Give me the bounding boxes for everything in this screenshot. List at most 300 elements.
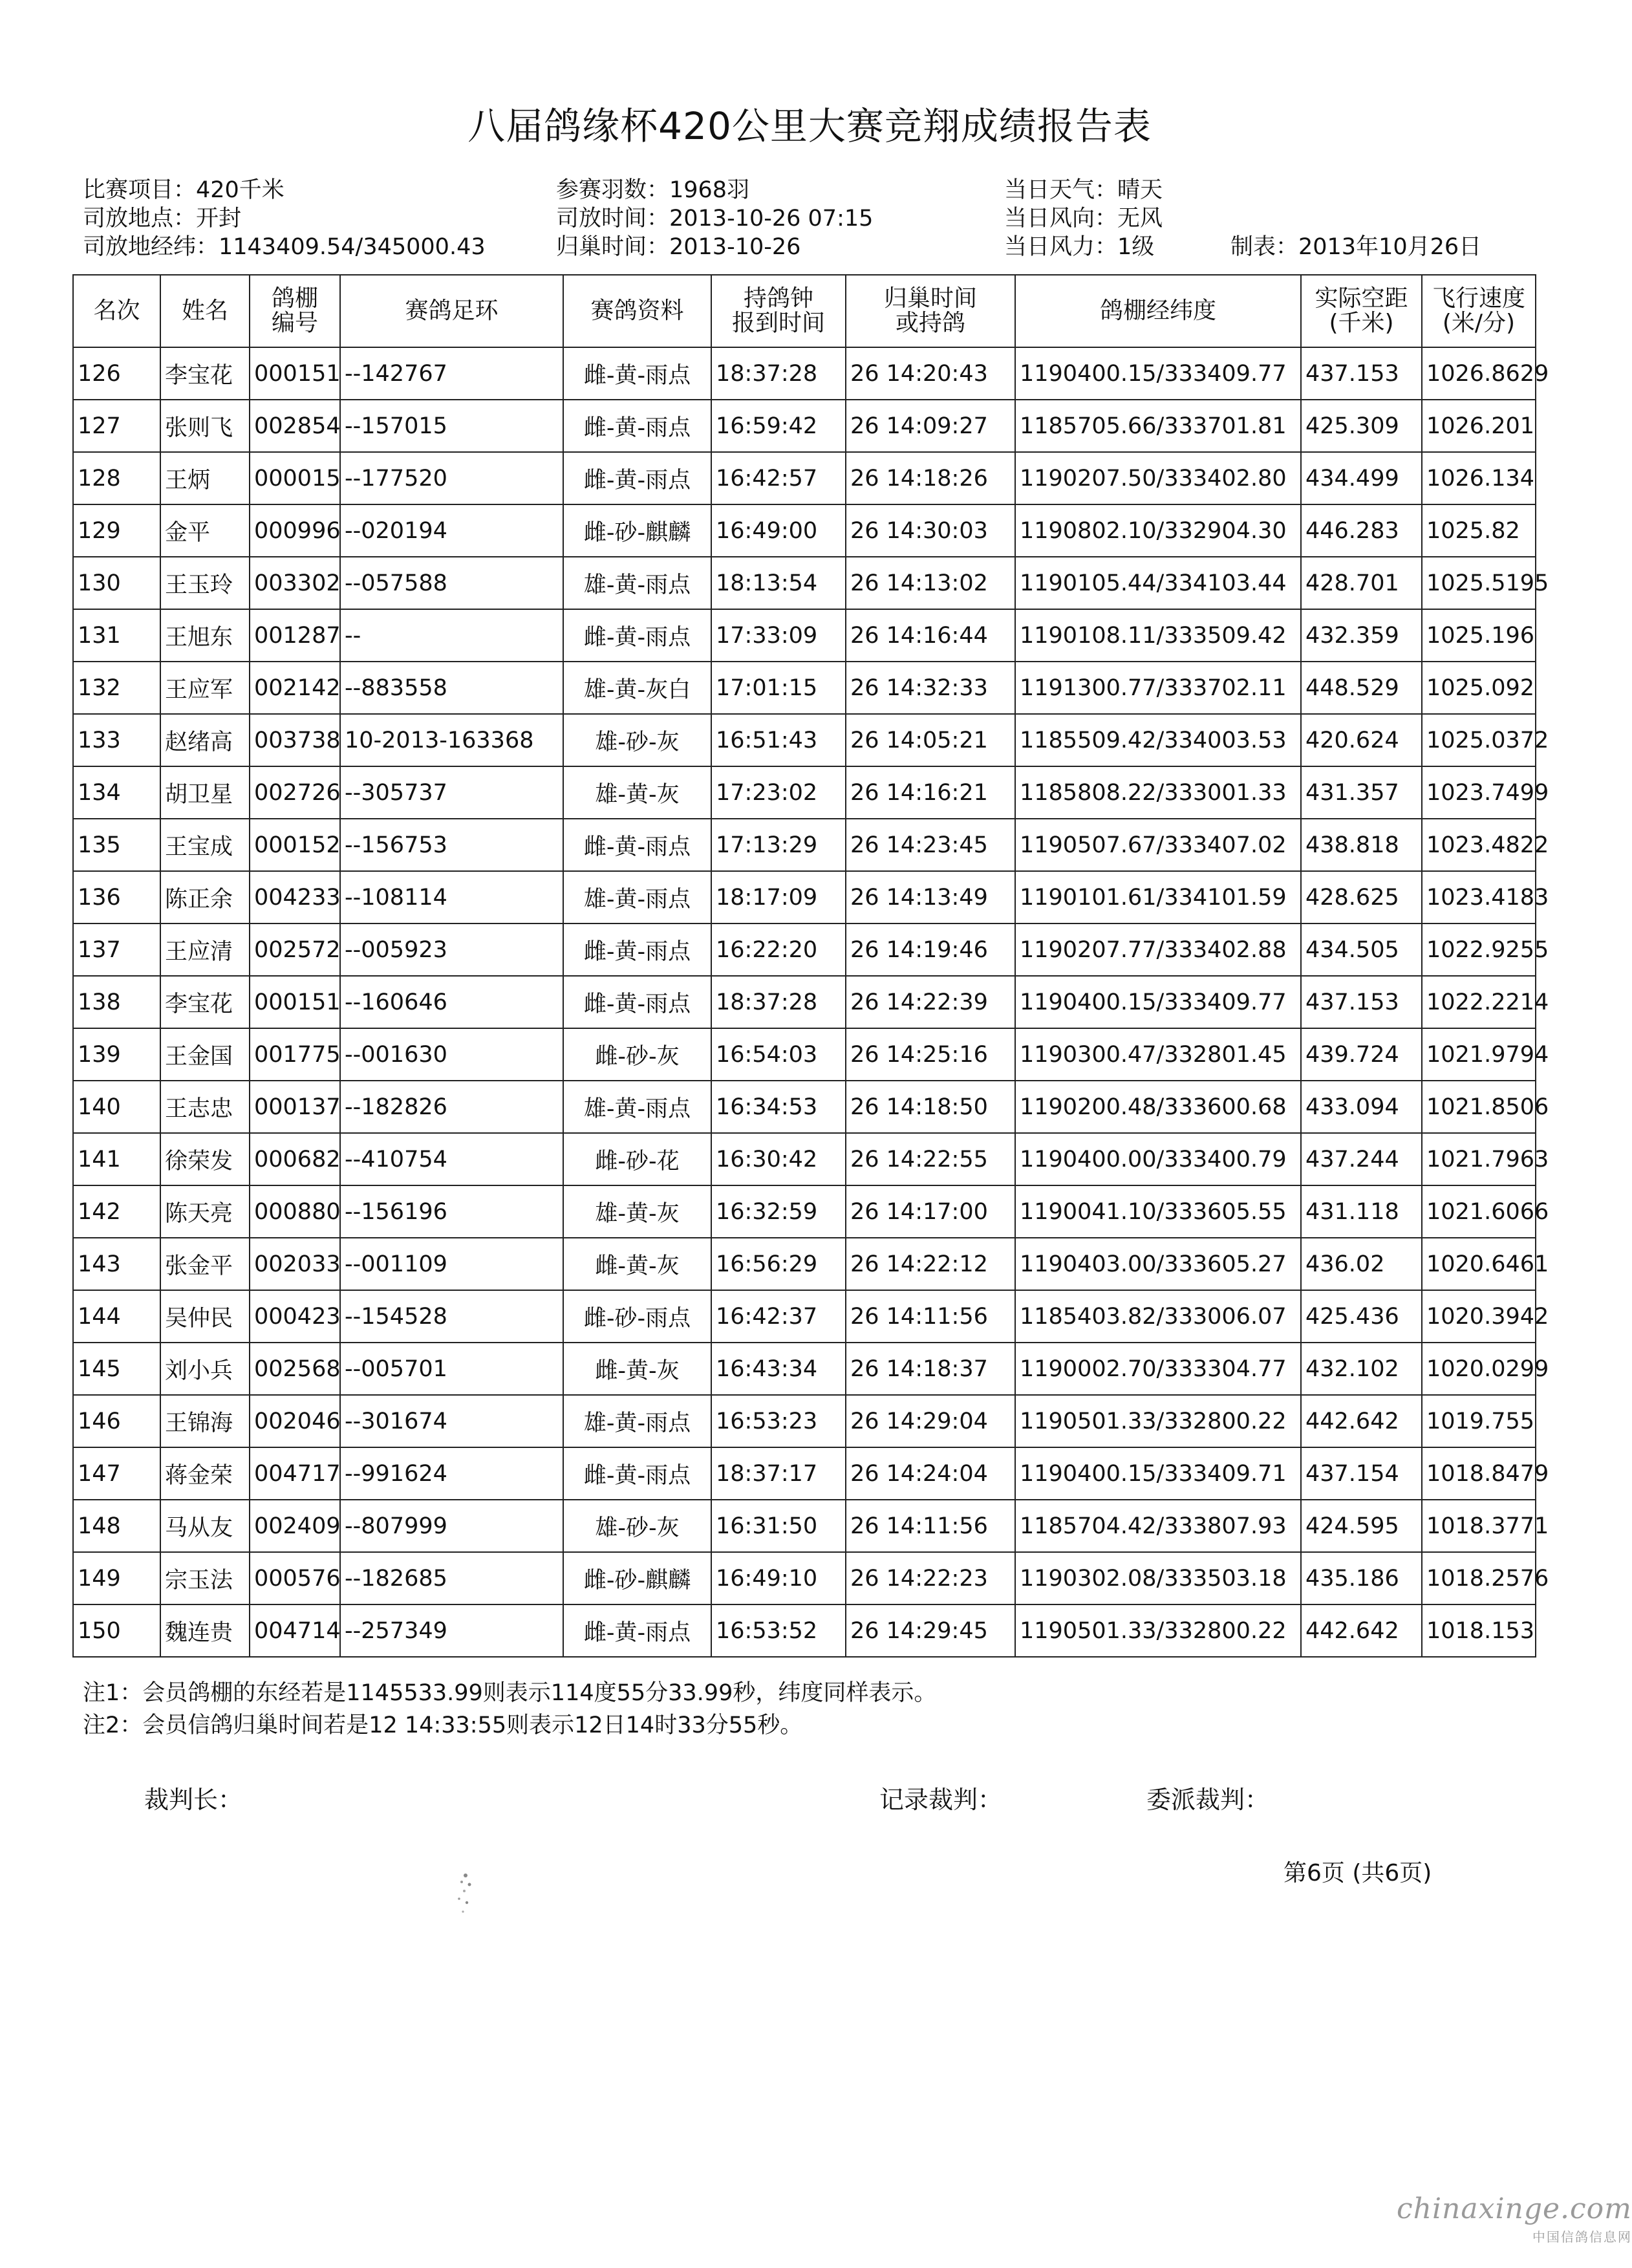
cell-rank: 132	[73, 662, 160, 714]
cell-bird-info: 雌-砂-麒麟	[563, 1552, 711, 1604]
cell-rank: 146	[73, 1395, 160, 1447]
release-time: 司放时间：2013-10-26 07:15	[556, 206, 874, 232]
cell-bird-info: 雌-黄-雨点	[563, 923, 711, 976]
cell-bird-info: 雌-黄-灰	[563, 1238, 711, 1290]
table-row	[73, 1604, 1536, 1657]
made-date: 制表：2013年10月26日	[1230, 234, 1482, 260]
cell-bird-info: 雌-黄-雨点	[563, 1447, 711, 1500]
cell-speed: 1019.755	[1422, 1395, 1536, 1447]
cell-bird-info: 雄-黄-灰	[563, 1185, 711, 1238]
cell-speed: 1018.2576	[1422, 1552, 1536, 1604]
cell-ring: --005923	[340, 923, 563, 976]
cell-clock-time: 17:13:29	[711, 819, 846, 871]
cell-distance: 425.309	[1301, 400, 1422, 452]
cell-distance: 428.625	[1301, 871, 1422, 923]
return-time: 归巢时间：2013-10-26	[556, 234, 801, 260]
cell-clock-time: 16:53:23	[711, 1395, 846, 1447]
cell-rank: 144	[73, 1290, 160, 1343]
cell-speed: 1025.5195	[1422, 557, 1536, 609]
cell-clock-time: 16:30:42	[711, 1133, 846, 1185]
cell-name: 蒋金荣	[160, 1447, 250, 1500]
cell-rank: 134	[73, 766, 160, 819]
cell-distance: 435.186	[1301, 1552, 1422, 1604]
cell-loft-coordinates: 1190041.10/333605.55	[1015, 1185, 1301, 1238]
cell-speed: 1025.0372	[1422, 714, 1536, 766]
cell-loft-id: 002046	[250, 1395, 340, 1447]
cell-ring: --160646	[340, 976, 563, 1028]
cell-loft-coordinates: 1190207.50/333402.80	[1015, 452, 1301, 504]
cell-clock-time: 16:53:52	[711, 1604, 846, 1657]
cell-speed: 1018.153	[1422, 1604, 1536, 1657]
cell-name: 王旭东	[160, 609, 250, 662]
report-title: 八届鸽缘杯420公里大赛竞翔成绩报告表	[467, 104, 1152, 148]
cell-rank: 142	[73, 1185, 160, 1238]
cell-rank: 126	[73, 347, 160, 400]
cell-arrival-time: 26 14:11:56	[846, 1500, 1015, 1552]
cell-ring: --182685	[340, 1552, 563, 1604]
cell-bird-info: 雌-砂-麒麟	[563, 504, 711, 557]
wind-force: 当日风力：1级	[1004, 234, 1155, 260]
cell-ring: --020194	[340, 504, 563, 557]
cell-clock-time: 16:31:50	[711, 1500, 846, 1552]
cell-loft-id: 002568	[250, 1343, 340, 1395]
cell-speed: 1020.0299	[1422, 1343, 1536, 1395]
cell-loft-id: 002142	[250, 662, 340, 714]
cell-loft-coordinates: 1191300.77/333702.11	[1015, 662, 1301, 714]
header-distance: 实际空距 (千米)	[1301, 275, 1422, 347]
cell-distance: 437.154	[1301, 1447, 1422, 1500]
table-row	[73, 819, 1536, 871]
cell-loft-id: 000880	[250, 1185, 340, 1238]
cell-loft-id: 002572	[250, 923, 340, 976]
cell-loft-coordinates: 1190101.61/334101.59	[1015, 871, 1301, 923]
cell-bird-info: 雌-砂-雨点	[563, 1290, 711, 1343]
table-row	[73, 1290, 1536, 1343]
cell-ring: --156753	[340, 819, 563, 871]
cell-loft-id: 003302	[250, 557, 340, 609]
cell-name: 陈天亮	[160, 1185, 250, 1238]
cell-ring: --057588	[340, 557, 563, 609]
table-row	[73, 662, 1536, 714]
cell-rank: 139	[73, 1028, 160, 1081]
cell-distance: 433.094	[1301, 1081, 1422, 1133]
cell-speed: 1020.3942	[1422, 1290, 1536, 1343]
cell-distance: 428.701	[1301, 557, 1422, 609]
cell-ring: --883558	[340, 662, 563, 714]
cell-distance: 434.505	[1301, 923, 1422, 976]
cell-distance: 432.359	[1301, 609, 1422, 662]
cell-loft-id: 000682	[250, 1133, 340, 1185]
cell-name: 王宝成	[160, 819, 250, 871]
table-row	[73, 1343, 1536, 1395]
cell-loft-coordinates: 1185509.42/334003.53	[1015, 714, 1301, 766]
cell-clock-time: 17:23:02	[711, 766, 846, 819]
release-coordinates: 司放地经纬：1143409.54/345000.43	[83, 234, 486, 260]
cell-loft-id: 002409	[250, 1500, 340, 1552]
cell-loft-id: 000576	[250, 1552, 340, 1604]
cell-ring: --154528	[340, 1290, 563, 1343]
cell-loft-id: 004233	[250, 871, 340, 923]
cell-distance: 448.529	[1301, 662, 1422, 714]
cell-clock-time: 16:43:34	[711, 1343, 846, 1395]
table-row	[73, 1081, 1536, 1133]
cell-loft-id: 000015	[250, 452, 340, 504]
cell-bird-info: 雌-黄-雨点	[563, 976, 711, 1028]
cell-loft-coordinates: 1190400.15/333409.77	[1015, 976, 1301, 1028]
signature-line	[0, 1780, 1619, 1812]
scan-speck-mark	[446, 1863, 485, 1921]
cell-ring: --001109	[340, 1238, 563, 1290]
entry-count: 参赛羽数：1968羽	[556, 177, 750, 203]
cell-bird-info: 雄-黄-雨点	[563, 557, 711, 609]
cell-speed: 1025.82	[1422, 504, 1536, 557]
wind-direction: 当日风向：无风	[1004, 206, 1163, 232]
cell-rank: 150	[73, 1604, 160, 1657]
cell-speed: 1023.4822	[1422, 819, 1536, 871]
cell-loft-id: 000423	[250, 1290, 340, 1343]
table-row	[73, 1395, 1536, 1447]
cell-loft-coordinates: 1190105.44/334103.44	[1015, 557, 1301, 609]
cell-bird-info: 雌-黄-雨点	[563, 609, 711, 662]
watermark-caption: 中国信鸽信息网	[1532, 2229, 1632, 2245]
cell-arrival-time: 26 14:16:21	[846, 766, 1015, 819]
table-row	[73, 557, 1536, 609]
cell-loft-coordinates: 1190002.70/333304.77	[1015, 1343, 1301, 1395]
table-row	[73, 976, 1536, 1028]
cell-arrival-time: 26 14:20:43	[846, 347, 1015, 400]
cell-loft-coordinates: 1190200.48/333600.68	[1015, 1081, 1301, 1133]
cell-bird-info: 雄-黄-灰白	[563, 662, 711, 714]
cell-ring: 10-2013-163368	[340, 714, 563, 766]
cell-distance: 438.818	[1301, 819, 1422, 871]
cell-arrival-time: 26 14:23:45	[846, 819, 1015, 871]
cell-bird-info: 雄-黄-灰	[563, 766, 711, 819]
cell-speed: 1026.8629	[1422, 347, 1536, 400]
cell-ring: --157015	[340, 400, 563, 452]
cell-loft-id: 000152	[250, 819, 340, 871]
page-number: 第6页 (共6页)	[1283, 1860, 1432, 1886]
cell-distance: 446.283	[1301, 504, 1422, 557]
cell-arrival-time: 26 14:13:02	[846, 557, 1015, 609]
cell-speed: 1022.2214	[1422, 976, 1536, 1028]
cell-name: 刘小兵	[160, 1343, 250, 1395]
cell-speed: 1020.6461	[1422, 1238, 1536, 1290]
cell-name: 吴仲民	[160, 1290, 250, 1343]
cell-loft-coordinates: 1190207.77/333402.88	[1015, 923, 1301, 976]
cell-arrival-time: 26 14:18:37	[846, 1343, 1015, 1395]
cell-bird-info: 雄-黄-雨点	[563, 871, 711, 923]
cell-speed: 1023.4183	[1422, 871, 1536, 923]
table-row	[73, 766, 1536, 819]
cell-distance: 424.595	[1301, 1500, 1422, 1552]
table-row	[73, 1552, 1536, 1604]
cell-speed: 1021.6066	[1422, 1185, 1536, 1238]
cell-clock-time: 18:13:54	[711, 557, 846, 609]
header-clock-time: 持鸽钟 报到时间	[711, 275, 846, 347]
cell-distance: 432.102	[1301, 1343, 1422, 1395]
cell-rank: 137	[73, 923, 160, 976]
cell-ring: --156196	[340, 1185, 563, 1238]
race-info	[83, 176, 1538, 261]
table-row	[73, 1185, 1536, 1238]
note-2: 注2：会员信鸽归巢时间若是12 14:33:55则表示12日14时33分55秒。	[83, 1712, 803, 1738]
cell-loft-coordinates: 1185704.42/333807.93	[1015, 1500, 1301, 1552]
cell-name: 张金平	[160, 1238, 250, 1290]
cell-ring: --305737	[340, 766, 563, 819]
cell-bird-info: 雌-黄-雨点	[563, 400, 711, 452]
cell-speed: 1025.196	[1422, 609, 1536, 662]
cell-clock-time: 16:42:37	[711, 1290, 846, 1343]
cell-loft-id: 004714	[250, 1604, 340, 1657]
cell-clock-time: 16:32:59	[711, 1185, 846, 1238]
table-row	[73, 400, 1536, 452]
cell-arrival-time: 26 14:16:44	[846, 609, 1015, 662]
table-row	[73, 609, 1536, 662]
cell-arrival-time: 26 14:24:04	[846, 1447, 1015, 1500]
cell-rank: 140	[73, 1081, 160, 1133]
cell-name: 王应清	[160, 923, 250, 976]
table-row	[73, 504, 1536, 557]
cell-loft-id: 000151	[250, 347, 340, 400]
cell-name: 李宝花	[160, 347, 250, 400]
cell-rank: 143	[73, 1238, 160, 1290]
cell-clock-time: 17:01:15	[711, 662, 846, 714]
cell-arrival-time: 26 14:22:55	[846, 1133, 1015, 1185]
cell-name: 陈正余	[160, 871, 250, 923]
cell-bird-info: 雌-黄-雨点	[563, 347, 711, 400]
cell-clock-time: 16:42:57	[711, 452, 846, 504]
cell-bird-info: 雄-黄-雨点	[563, 1395, 711, 1447]
cell-clock-time: 18:37:17	[711, 1447, 846, 1500]
cell-speed: 1021.7963	[1422, 1133, 1536, 1185]
cell-loft-id: 004717	[250, 1447, 340, 1500]
cell-ring: --177520	[340, 452, 563, 504]
cell-name: 王锦海	[160, 1395, 250, 1447]
cell-clock-time: 18:17:09	[711, 871, 846, 923]
table-row	[73, 923, 1536, 976]
cell-loft-id: 003738	[250, 714, 340, 766]
cell-ring: --807999	[340, 1500, 563, 1552]
cell-arrival-time: 26 14:18:26	[846, 452, 1015, 504]
cell-distance: 442.642	[1301, 1604, 1422, 1657]
table-row	[73, 1028, 1536, 1081]
cell-speed: 1026.134	[1422, 452, 1536, 504]
cell-loft-coordinates: 1190802.10/332904.30	[1015, 504, 1301, 557]
cell-ring: --410754	[340, 1133, 563, 1185]
cell-clock-time: 18:37:28	[711, 347, 846, 400]
cell-distance: 431.118	[1301, 1185, 1422, 1238]
header-ring: 赛鸽足环	[340, 275, 563, 347]
cell-rank: 131	[73, 609, 160, 662]
cell-name: 王志忠	[160, 1081, 250, 1133]
cell-bird-info: 雄-砂-灰	[563, 714, 711, 766]
race-project: 比赛项目：420千米	[83, 177, 285, 203]
cell-rank: 127	[73, 400, 160, 452]
cell-clock-time: 16:56:29	[711, 1238, 846, 1290]
cell-loft-coordinates: 1190507.67/333407.02	[1015, 819, 1301, 871]
cell-speed: 1018.8479	[1422, 1447, 1536, 1500]
cell-distance: 436.02	[1301, 1238, 1422, 1290]
cell-rank: 148	[73, 1500, 160, 1552]
table-row	[73, 452, 1536, 504]
cell-rank: 147	[73, 1447, 160, 1500]
cell-loft-coordinates: 1190302.08/333503.18	[1015, 1552, 1301, 1604]
cell-name: 李宝花	[160, 976, 250, 1028]
cell-arrival-time: 26 14:22:39	[846, 976, 1015, 1028]
header-speed: 飞行速度 (米/分)	[1422, 275, 1536, 347]
cell-speed: 1023.7499	[1422, 766, 1536, 819]
cell-arrival-time: 26 14:22:12	[846, 1238, 1015, 1290]
cell-distance: 437.244	[1301, 1133, 1422, 1185]
cell-rank: 145	[73, 1343, 160, 1395]
cell-speed: 1026.201	[1422, 400, 1536, 452]
watermark-domain: chinaxinge.com	[1397, 2192, 1632, 2225]
cell-loft-coordinates: 1190400.15/333409.77	[1015, 347, 1301, 400]
cell-loft-coordinates: 1190400.00/333400.79	[1015, 1133, 1301, 1185]
cell-loft-id: 000151	[250, 976, 340, 1028]
cell-name: 宗玉法	[160, 1552, 250, 1604]
site-watermark	[1397, 2192, 1632, 2245]
recorder-judge-label: 记录裁判：	[879, 1786, 1003, 1814]
cell-bird-info: 雄-黄-雨点	[563, 1081, 711, 1133]
cell-arrival-time: 26 14:09:27	[846, 400, 1015, 452]
cell-bird-info: 雌-黄-灰	[563, 1343, 711, 1395]
cell-bird-info: 雌-黄-雨点	[563, 452, 711, 504]
results-table	[72, 274, 1549, 1658]
info-row-2	[83, 204, 1538, 233]
cell-loft-id: 000137	[250, 1081, 340, 1133]
cell-ring: --991624	[340, 1447, 563, 1500]
cell-loft-coordinates: 1185403.82/333006.07	[1015, 1290, 1301, 1343]
cell-loft-coordinates: 1190501.33/332800.22	[1015, 1395, 1301, 1447]
cell-name: 胡卫星	[160, 766, 250, 819]
cell-arrival-time: 26 14:25:16	[846, 1028, 1015, 1081]
header-rank: 名次	[73, 275, 160, 347]
cell-clock-time: 18:37:28	[711, 976, 846, 1028]
table-header-row	[73, 275, 1536, 347]
table-row	[73, 347, 1536, 400]
cell-distance: 437.153	[1301, 347, 1422, 400]
cell-bird-info: 雌-黄-雨点	[563, 819, 711, 871]
cell-loft-id: 001287	[250, 609, 340, 662]
cell-ring: --142767	[340, 347, 563, 400]
cell-arrival-time: 26 14:32:33	[846, 662, 1015, 714]
cell-ring: --001630	[340, 1028, 563, 1081]
cell-name: 张则飞	[160, 400, 250, 452]
cell-loft-coordinates: 1185808.22/333001.33	[1015, 766, 1301, 819]
cell-name: 王金国	[160, 1028, 250, 1081]
header-bird-info: 赛鸽资料	[563, 275, 711, 347]
cell-rank: 135	[73, 819, 160, 871]
cell-clock-time: 16:22:20	[711, 923, 846, 976]
cell-arrival-time: 26 14:29:45	[846, 1604, 1015, 1657]
cell-arrival-time: 26 14:18:50	[846, 1081, 1015, 1133]
cell-speed: 1021.8506	[1422, 1081, 1536, 1133]
cell-arrival-time: 26 14:13:49	[846, 871, 1015, 923]
cell-rank: 138	[73, 976, 160, 1028]
notes	[83, 1677, 936, 1742]
cell-name: 王玉玲	[160, 557, 250, 609]
cell-arrival-time: 26 14:30:03	[846, 504, 1015, 557]
cell-ring: --005701	[340, 1343, 563, 1395]
cell-rank: 149	[73, 1552, 160, 1604]
cell-bird-info: 雄-砂-灰	[563, 1500, 711, 1552]
header-arrival-time: 归巢时间 或持鸽	[846, 275, 1015, 347]
table-row	[73, 714, 1536, 766]
cell-clock-time: 16:51:43	[711, 714, 846, 766]
cell-name: 金平	[160, 504, 250, 557]
release-place: 司放地点：开封	[83, 206, 242, 232]
cell-name: 王应军	[160, 662, 250, 714]
cell-bird-info: 雌-黄-雨点	[563, 1604, 711, 1657]
table-row	[73, 1447, 1536, 1500]
cell-ring: --301674	[340, 1395, 563, 1447]
cell-ring: --182826	[340, 1081, 563, 1133]
table-body	[73, 347, 1549, 1657]
cell-distance: 437.153	[1301, 976, 1422, 1028]
cell-distance: 442.642	[1301, 1395, 1422, 1447]
cell-arrival-time: 26 14:17:00	[846, 1185, 1015, 1238]
info-row-1	[83, 176, 1538, 204]
cell-distance: 431.357	[1301, 766, 1422, 819]
cell-distance: 425.436	[1301, 1290, 1422, 1343]
cell-arrival-time: 26 14:05:21	[846, 714, 1015, 766]
cell-rank: 141	[73, 1133, 160, 1185]
cell-rank: 136	[73, 871, 160, 923]
cell-clock-time: 16:59:42	[711, 400, 846, 452]
cell-name: 徐荣发	[160, 1133, 250, 1185]
cell-ring: --108114	[340, 871, 563, 923]
weather: 当日天气：晴天	[1004, 177, 1163, 203]
cell-name: 赵绪高	[160, 714, 250, 766]
cell-arrival-time: 26 14:19:46	[846, 923, 1015, 976]
cell-arrival-time: 26 14:11:56	[846, 1290, 1015, 1343]
cell-rank: 128	[73, 452, 160, 504]
cell-arrival-time: 26 14:22:23	[846, 1552, 1015, 1604]
table-row	[73, 1133, 1536, 1185]
cell-distance: 434.499	[1301, 452, 1422, 504]
header-loft-coordinates: 鸽棚经纬度	[1015, 275, 1301, 347]
cell-name: 魏连贵	[160, 1604, 250, 1657]
cell-bird-info: 雌-砂-灰	[563, 1028, 711, 1081]
cell-loft-coordinates: 1190501.33/332800.22	[1015, 1604, 1301, 1657]
cell-speed: 1025.092	[1422, 662, 1536, 714]
cell-speed: 1021.9794	[1422, 1028, 1536, 1081]
cell-rank: 129	[73, 504, 160, 557]
cell-speed: 1018.3771	[1422, 1500, 1536, 1552]
cell-clock-time: 16:49:00	[711, 504, 846, 557]
cell-clock-time: 17:33:09	[711, 609, 846, 662]
table-row	[73, 1238, 1536, 1290]
cell-ring: --257349	[340, 1604, 563, 1657]
cell-loft-id: 002726	[250, 766, 340, 819]
cell-distance: 420.624	[1301, 714, 1422, 766]
header-loft-id: 鸽棚 编号	[250, 275, 340, 347]
cell-rank: 130	[73, 557, 160, 609]
cell-loft-id: 001775	[250, 1028, 340, 1081]
cell-loft-coordinates: 1190300.47/332801.45	[1015, 1028, 1301, 1081]
header-name: 姓名	[160, 275, 250, 347]
cell-speed: 1022.9255	[1422, 923, 1536, 976]
cell-arrival-time: 26 14:29:04	[846, 1395, 1015, 1447]
cell-clock-time: 16:34:53	[711, 1081, 846, 1133]
cell-clock-time: 16:54:03	[711, 1028, 846, 1081]
cell-name: 王炳	[160, 452, 250, 504]
cell-loft-id: 000996	[250, 504, 340, 557]
cell-loft-id: 002854	[250, 400, 340, 452]
cell-clock-time: 16:49:10	[711, 1552, 846, 1604]
cell-bird-info: 雌-砂-花	[563, 1133, 711, 1185]
